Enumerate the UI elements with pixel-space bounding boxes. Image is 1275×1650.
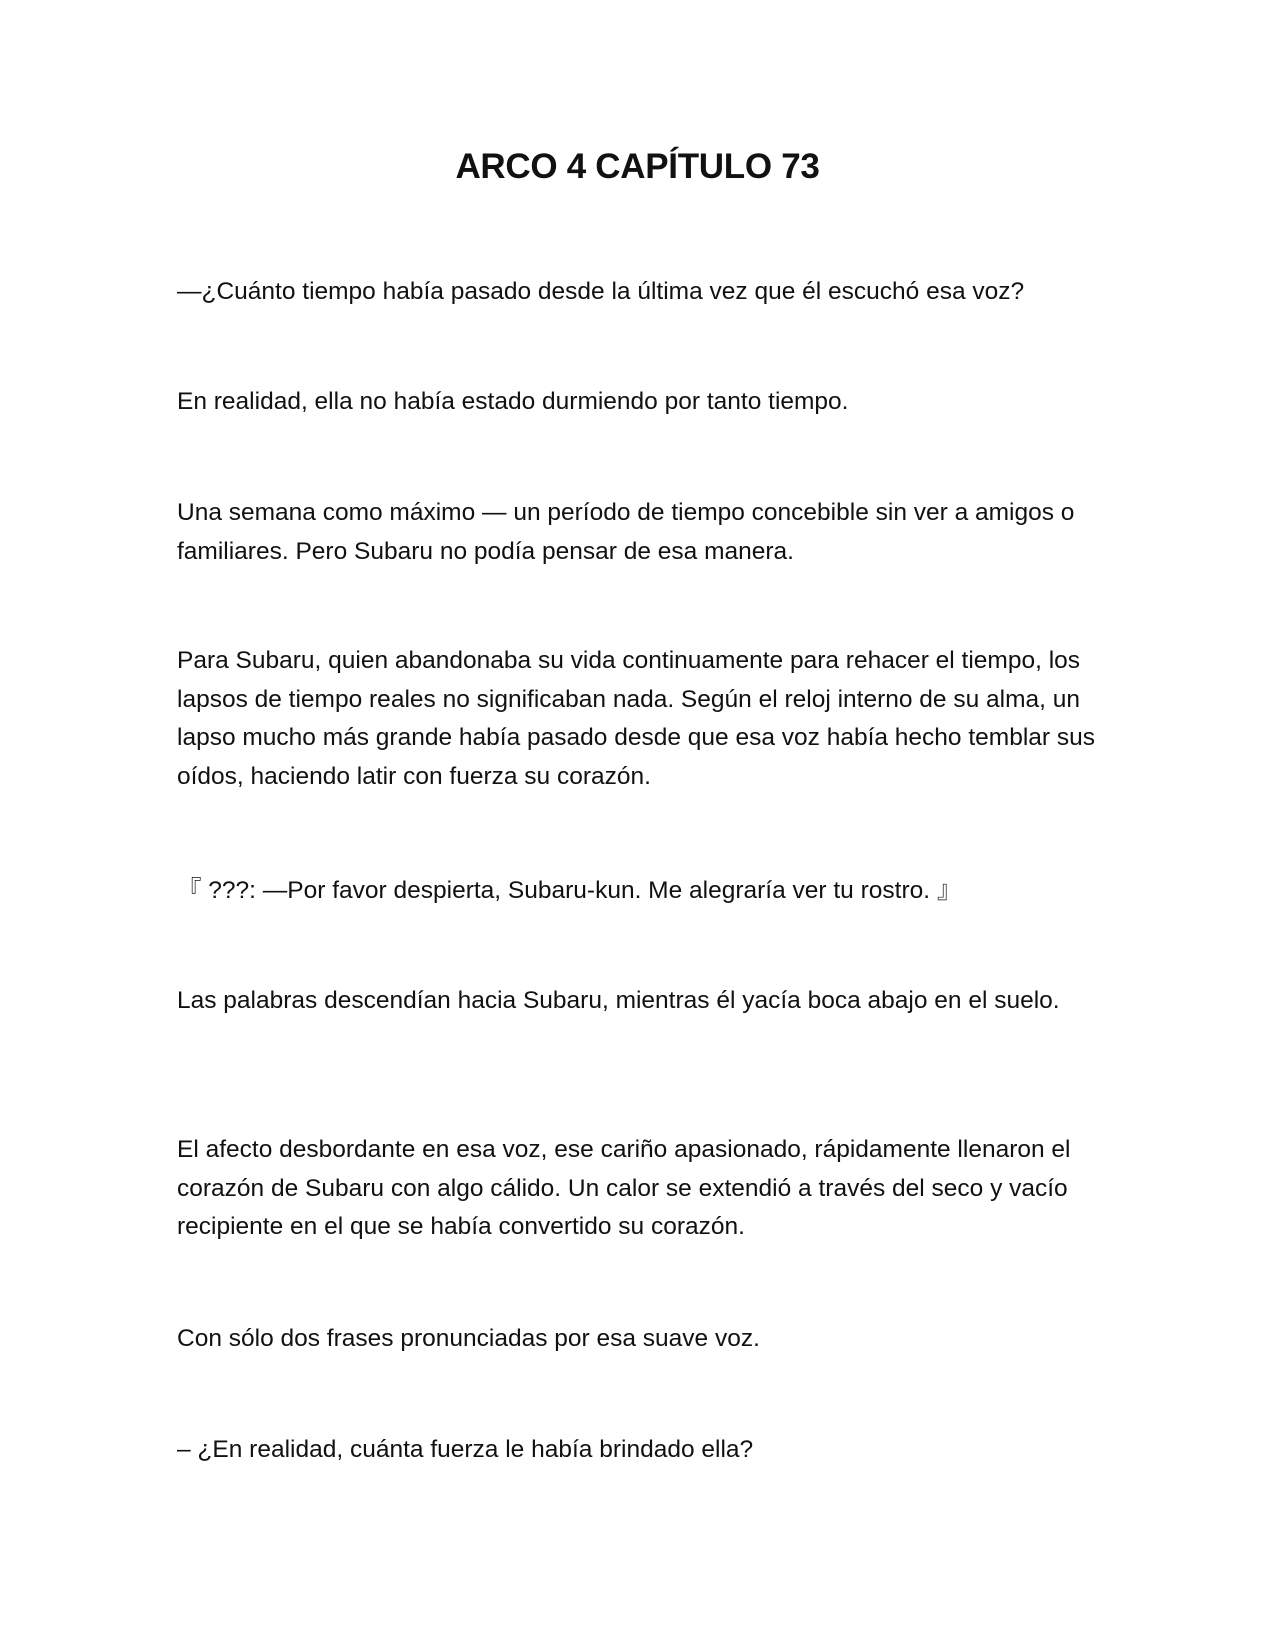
paragraph: El afecto desbordante en esa voz, ese cariño apasionado, rápidamente llenaron el corazón de Subaru con algo cálido. Un calor se extendió a través del seco y vacío recipiente en el que se había convertido su corazón. <box>177 1136 1071 1240</box>
paragraph: Con sólo dos frases pronunciadas por esa suave voz. <box>177 1325 760 1352</box>
dialogue-line: 『 ???: —Por favor despierta, Subaru-kun. Me alegraría ver tu rostro. 』 <box>177 877 962 904</box>
paragraph: En realidad, ella no había estado durmiendo por tanto tiempo. <box>177 388 849 415</box>
paragraph: – ¿En realidad, cuánta fuerza le había brindado ella? <box>177 1436 754 1463</box>
chapter-title: ARCO 4 CAPÍTULO 73 <box>455 147 820 186</box>
paragraph: —¿Cuánto tiempo había pasado desde la última vez que él escuchó esa voz? <box>177 278 1025 305</box>
paragraph: Para Subaru, quien abandonaba su vida continuamente para rehacer el tiempo, los lapsos de tiempo reales no significaban nada. Según el reloj interno de su alma, un lapso mucho más grande había pasado desde que esa voz había hecho temblar sus oídos, haciendo latir con fuerza su corazón. <box>177 647 1095 790</box>
paragraph: Una semana como máximo — un período de tiempo concebible sin ver a amigos o familiares. Pero Subaru no podía pensar de esa manera. <box>177 499 1075 565</box>
paragraph: Las palabras descendían hacia Subaru, mientras él yacía boca abajo en el suelo. <box>177 987 1060 1014</box>
